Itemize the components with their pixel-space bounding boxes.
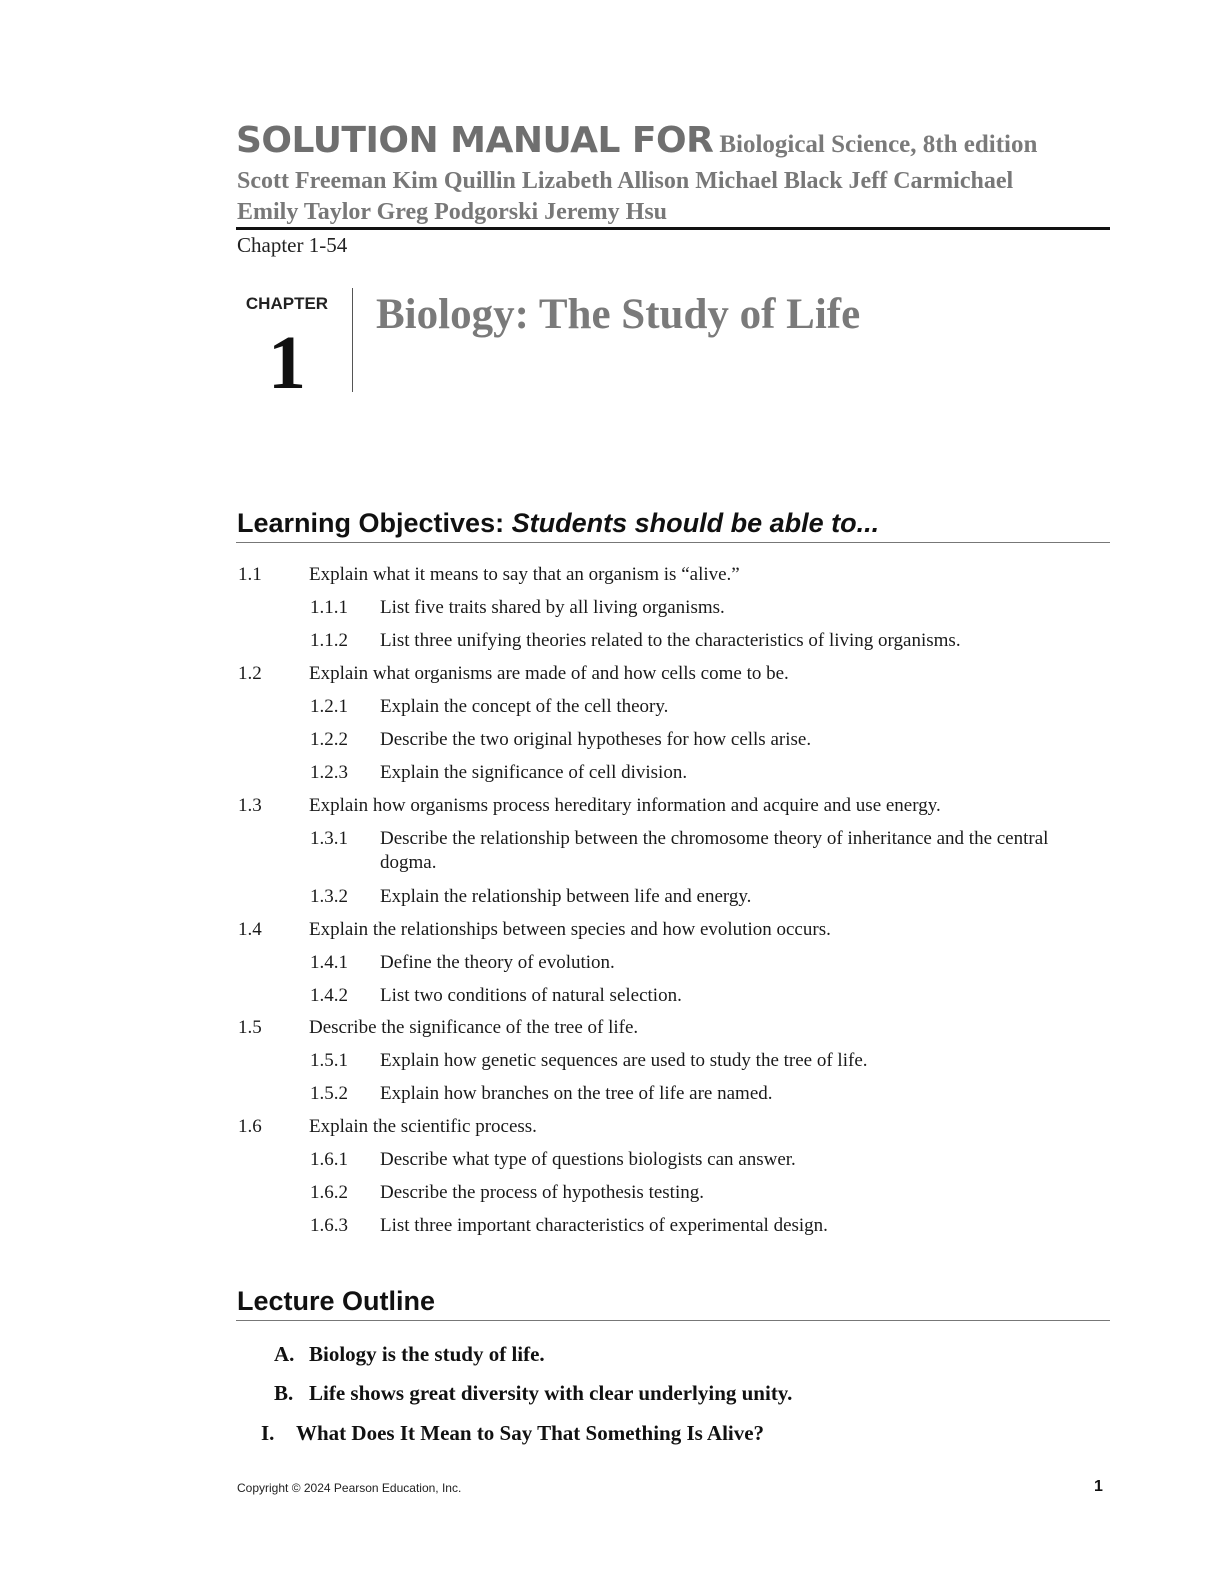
learning-objectives-heading-text: Learning Objectives: — [237, 508, 512, 538]
document-header — [236, 120, 1037, 161]
chapter-number: 1 — [268, 321, 306, 405]
lecture-outline-rule — [236, 1320, 1110, 1321]
objective-text: Explain the relationships between species and how evolution occurs. — [309, 919, 831, 940]
solution-manual-title: SOLUTION MANUAL FOR — [236, 120, 714, 161]
outline-text: Life shows great diversity with clear underlying unity. — [309, 1381, 793, 1405]
authors-line-2: Emily Taylor Greg Podgorski Jeremy Hsu — [237, 199, 668, 225]
footer-copyright: Copyright © 2024 Pearson Education, Inc. — [237, 1481, 462, 1495]
objective-text: Explain the concept of the cell theory. — [380, 696, 669, 717]
learning-objectives-heading — [237, 508, 879, 539]
header-rule — [236, 227, 1110, 230]
chapter-range: Chapter 1-54 — [237, 233, 348, 257]
objective-number: 1.1 — [238, 564, 262, 585]
objective-text: Explain the scientific process. — [309, 1116, 537, 1137]
chapter-title: Biology: The Study of Life — [376, 291, 861, 338]
objective-text: Describe the relationship between the chromosome theory of inheritance and the central dogma. — [380, 828, 1049, 873]
objective-number: 1.5.1 — [310, 1050, 348, 1071]
objective-text: Describe the process of hypothesis testing. — [380, 1182, 704, 1203]
outline-marker: I. — [261, 1421, 275, 1445]
objective-text: Explain what it means to say that an organism is “alive.” — [309, 564, 740, 585]
chapter-divider — [352, 288, 353, 392]
objective-number: 1.6.1 — [310, 1149, 348, 1170]
objective-text: Explain how branches on the tree of life are named. — [380, 1083, 773, 1104]
objective-number: 1.2.2 — [310, 729, 348, 750]
page-number: 1 — [1094, 1478, 1103, 1495]
objective-number: 1.3.1 — [310, 828, 348, 849]
objective-text: Define the theory of evolution. — [380, 952, 615, 973]
lecture-outline-heading: Lecture Outline — [237, 1286, 436, 1316]
chapter-label: CHAPTER — [245, 294, 329, 313]
objective-number: 1.1.2 — [310, 630, 348, 651]
objective-text: Describe the significance of the tree of life. — [309, 1017, 639, 1038]
learning-objectives-rule — [236, 542, 1110, 543]
objective-text: Explain the relationship between life and energy. — [380, 886, 752, 907]
objective-number: 1.3.2 — [310, 886, 348, 907]
objective-text: List three important characteristics of experimental design. — [380, 1215, 828, 1236]
objective-number: 1.4.1 — [310, 952, 348, 973]
objective-number: 1.3 — [238, 795, 262, 816]
objective-text: Explain how genetic sequences are used to study the tree of life. — [380, 1050, 868, 1071]
objective-text: Explain how organisms process hereditary information and acquire and use energy. — [309, 795, 941, 816]
objective-number: 1.1.1 — [310, 597, 348, 618]
objective-text: List five traits shared by all living organisms. — [380, 597, 725, 618]
objective-number: 1.6.3 — [310, 1215, 348, 1236]
objective-number: 1.6.2 — [310, 1182, 348, 1203]
objective-text: List three unifying theories related to the characteristics of living organisms. — [380, 630, 961, 651]
outline-marker: A. — [274, 1342, 295, 1366]
book-title: Biological Science, 8th edition — [719, 131, 1038, 158]
outline-text: What Does It Mean to Say That Something Is Alive? — [296, 1421, 765, 1445]
authors-line-1: Scott Freeman Kim Quillin Lizabeth Allison Michael Black Jeff Carmichael — [237, 168, 1014, 194]
objective-text: Describe what type of questions biologists can answer. — [380, 1149, 796, 1170]
objective-number: 1.6 — [238, 1116, 262, 1137]
objective-number: 1.2 — [238, 663, 262, 684]
learning-objectives-heading-italic: Students should be able to... — [511, 508, 880, 538]
objective-number: 1.4 — [238, 919, 262, 940]
objective-number: 1.2.3 — [310, 762, 348, 783]
objective-number: 1.2.1 — [310, 696, 348, 717]
objective-text: List two conditions of natural selection. — [380, 985, 682, 1006]
objective-text: Describe the two original hypotheses for how cells arise. — [380, 729, 812, 750]
objective-text: Explain the significance of cell division. — [380, 762, 688, 783]
objective-number: 1.4.2 — [310, 985, 348, 1006]
objective-number: 1.5.2 — [310, 1083, 348, 1104]
outline-marker: B. — [274, 1381, 294, 1405]
objective-number: 1.5 — [238, 1017, 262, 1038]
outline-text: Biology is the study of life. — [309, 1342, 545, 1366]
objective-text: Explain what organisms are made of and how cells come to be. — [309, 663, 789, 684]
